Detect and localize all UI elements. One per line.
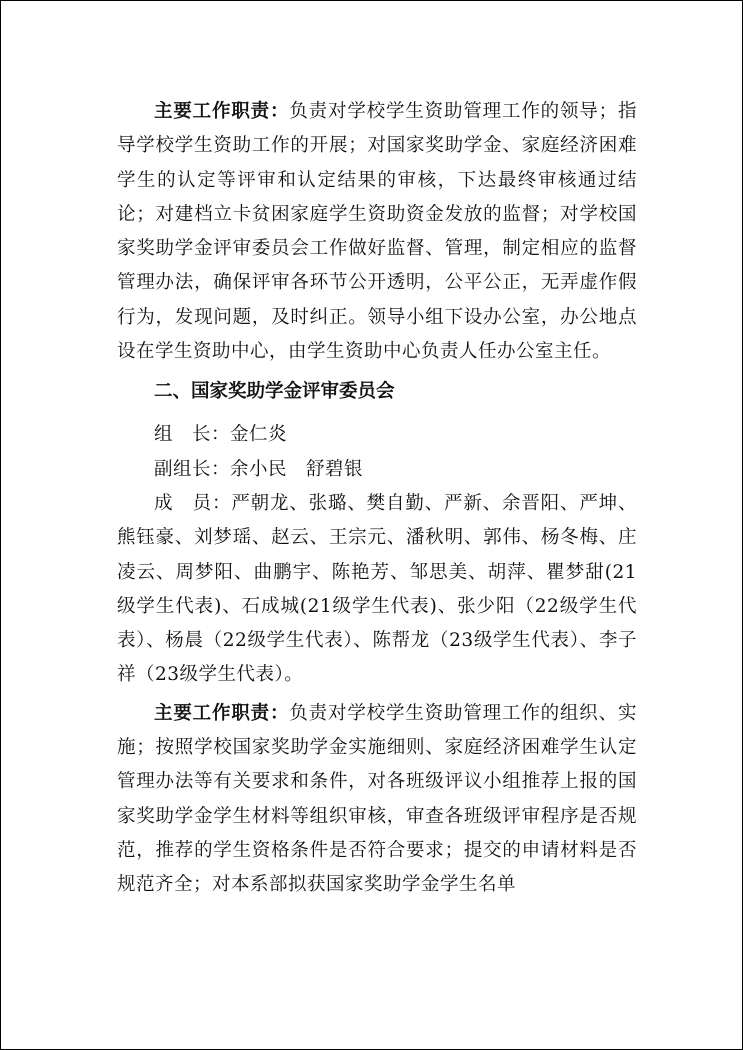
committee-duties-lead: 主要工作职责： [154, 702, 290, 724]
members-value: 严朝龙、张璐、樊自勤、严新、余晋阳、严坤、熊钰豪、刘梦瑶、赵云、王宗元、潘秋明、郭伟、杨冬梅、庄凌云、周梦阳、曲鹏宇、陈艳芳、邹思美、胡萍、瞿梦甜(21级学生代表)、石成城(21级学生代表)、张少阳（22级学生代表）、杨晨（22级学生代表）、陈帮龙（23级学生代表）、李子祥（23级学生代表）。 [117, 492, 637, 686]
leader-value: 金仁炎 [230, 424, 288, 446]
committee-members-paragraph [117, 487, 637, 693]
committee-duties-text: 负责对学校学生资助管理工作的组织、实施；按照学校国家奖助学金实施细则、家庭经济困难学生认定管理办法等有关要求和条件，对各班级评议小组推荐上报的国家奖助学金学生材料等组织审核，审查各班级评审程序是否规范，推荐的学生资格条件是否符合要求；提交的申请材料是否规范齐全；对本系部拟获国家奖助学金学生名单 [117, 702, 637, 896]
duties-lead: 主要工作职责： [154, 101, 290, 122]
document-body [117, 95, 637, 903]
leadership-duties-paragraph [117, 95, 637, 369]
duties-text: 负责对学校学生资助管理工作的领导；指导学校学生资助工作的开展；对国家奖助学金、家庭经济困难学生的认定等评审和认定结果的审核，下达最终审核通过结论；对建档立卡贫困家庭学生资助资金发放的监督；对学校国家奖助学金评审委员会工作做好监督、管理，制定相应的监督管理办法，确保评审各环节公开透明，公平公正，无弄虚作假行为，发现问题，及时纠正。领导小组下设办公室，办公地点设在学生资助中心，由学生资助中心负责人任办公室主任。 [117, 101, 637, 363]
members-label: 成 员： [154, 492, 232, 514]
leader-label: 组 长： [154, 424, 231, 446]
committee-leader-line [117, 418, 637, 452]
deputy-label: 副组长： [154, 458, 231, 480]
deputy-value: 余小民 舒碧银 [230, 458, 364, 480]
committee-deputy-line [117, 453, 637, 487]
committee-duties-paragraph [117, 697, 637, 903]
section-heading: 二、国家奖助学金评审委员会 [154, 381, 395, 403]
